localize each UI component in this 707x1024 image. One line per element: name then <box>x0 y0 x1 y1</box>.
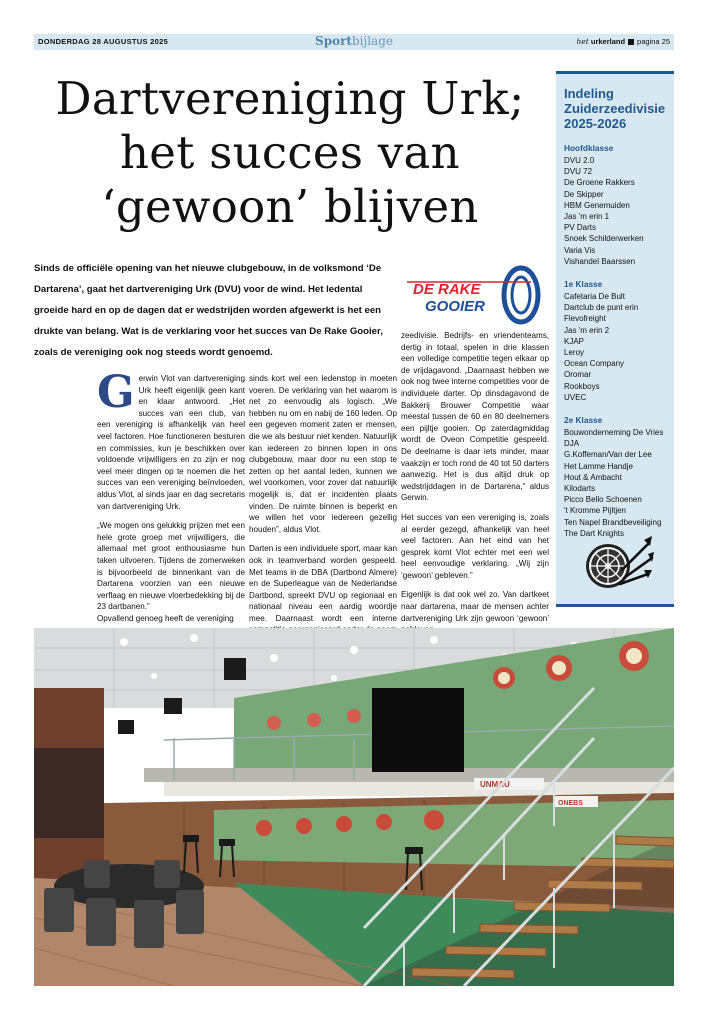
team-item: Varia Vis <box>564 245 596 255</box>
article-intro: Sinds de officiële opening van het nieuwe clubgebouw, in de volksmond ‘De Dartarena’, gaat het dartvereniging Urk (DVU) voor de wind. Het ledental groeide hard en op de dagen dat er wedstrijden worden afgewerkt is het een drukte van belang. Wat is de verklaring voor het succes van De Rake Gooier, zoals de vereniging ook nog steeds wordt genoemd. <box>34 263 383 358</box>
team-item: Het Lamme Handje <box>564 461 633 471</box>
paragraph: Het succes van een vereniging is, zoals al eerder gezegd, afhankelijk van heel veel factoren. Aan het eind van het gesprek komt Vlot echter met een wel heel eenvoudige verklaring. „Wij zijn ‘gewoon’ gebleven.” <box>401 512 549 580</box>
division-heading: 2e Klasse <box>564 415 603 426</box>
drop-cap: G <box>97 367 135 418</box>
team-list <box>564 427 674 539</box>
speaker <box>224 658 246 680</box>
logo-text-line-2: GOOIER <box>425 298 486 315</box>
tv-screen <box>372 688 464 772</box>
paper-name: urkerland <box>590 37 626 46</box>
team-item: PV Darts <box>564 223 597 233</box>
team-item: Ten Napel Brandbeveiliging <box>564 517 662 527</box>
team-item: De Groene Rakkers <box>564 178 635 188</box>
team-item: KJAP <box>564 336 585 346</box>
article-column-1 <box>97 367 245 632</box>
sidebar-title <box>564 86 674 131</box>
paragraph: Opvallend genoeg heeft de vereniging <box>97 613 234 623</box>
team-item: DVU 72 <box>564 167 593 177</box>
paragraph: „We mogen ons gelukkig prijzen met een hele grote groep met vrijwilligers, die allemaal met groot enthousiasme hun taken uitvoeren. Tijdens de zomerweken is bijvoorbeeld de binnenkant van de Dartarena voorzien van een nieuwe verflaag en nieuwe vloerbedekking bij de 23 dartbanen.” <box>97 521 245 612</box>
dartboard-icon <box>582 530 654 600</box>
team-item: Vishandel Baarssen <box>564 256 636 266</box>
paper-prefix: het <box>576 37 589 46</box>
division-2e-klasse <box>564 415 674 539</box>
team-item: HBM Genemuiden <box>564 200 630 210</box>
paragraph: Darten is een individuele sport, maar kan ook in teamverband worden gespeeld. Met teams in de DBA (Dartbond Almere) en de Superleague van de Nederlandse Dartbond, spreekt DVU op regionaal en nationaal niveau een aardig woordje mee. Daarnaast wordt een interne <box>249 544 397 623</box>
section-title-bold: Sport <box>315 34 352 48</box>
division-sidebar <box>556 71 674 607</box>
team-item: Kilodarts <box>564 484 596 494</box>
paragraph: sinds kort wel een ledenstop in moeten voeren. De verklaring van het waarom is net zo eenvoudig als logisch. „We hebben nu om en nabij de 160 leden. Op een gegeven moment zaten er mensen, die we als bestuur niet kenden. Natuurlijk kan iedereen zo binnen lopen in ons clubgebouw, maar door nu een stop te zetten op het aantal leden, kunnen we wel voorkomen, voor zover dat natuurlijk mogelijk is, dat er incidenten plaats vinden. De ruimte binnen is beperkt en we willen het voor iedereen gezellig houden”, aldus Vlot. <box>249 374 397 534</box>
team-item: Flevofreight <box>564 314 606 324</box>
team-item: 't Kromme Pijltjen <box>564 506 626 516</box>
page-number: pagina 25 <box>637 37 670 46</box>
team-item: Bouwonderneming De Vries <box>564 428 664 438</box>
paragraph <box>97 367 245 512</box>
de-rake-gooier-logo <box>403 264 545 326</box>
division-heading: 1e Klasse <box>564 279 603 290</box>
logo-text-line-1: DE RAKE <box>413 281 481 298</box>
team-item: Jas 'm erin 2 <box>564 325 610 335</box>
headline-line-3: ‘gewoon’ blijven <box>101 180 479 233</box>
division-heading: Hoofdklasse <box>564 143 614 153</box>
team-item: Ocean Company <box>564 359 625 369</box>
team-item: Oromar <box>564 370 592 380</box>
team-item: Dartclub de punt erin <box>564 303 639 313</box>
article-headline <box>34 72 546 234</box>
team-item: G.Koffeman/Van der Lee <box>564 450 652 460</box>
team-item: Rookboys <box>564 381 600 391</box>
team-list <box>564 155 674 267</box>
paragraph-text: erwin Vlot van dartvereniging Urk heeft eigenlijk geen kant en klaar antwoord. „Het succes van een club, van een vereniging is afhankelijk van heel veel factoren. Hoe functioneren besturen en commissies, kun je beschikken over voldoende vrijwilligers en zo zijn er nog veel meer dingen op te noemen die het succes van een vereniging beïnvloeden, aldus Vlot, al sinds jaar en dag secretaris van dartvereniging Urk. <box>97 374 245 511</box>
team-list <box>564 291 674 403</box>
team-item: The Dart Knights <box>564 528 625 538</box>
article-column-3 <box>401 330 549 644</box>
wall-banner-text: ONEBS <box>558 800 583 807</box>
team-item: Picco Bello Schoenen <box>564 495 642 505</box>
team-item: DJA <box>564 439 580 449</box>
speaker <box>164 698 182 714</box>
paragraph: Eigenlijk is dat ook wel zo. Van dartkeet naar dartarena, maar de mensen achter dartvereniging Urk zijn gewoon ‘gewoon’ <box>401 590 549 623</box>
sidebar-title-line: 2025-2026 <box>564 116 627 131</box>
headline-line-1: Dartvereniging Urk; <box>55 72 525 125</box>
division-1e-klasse <box>564 279 674 403</box>
sidebar-title-line: Indeling <box>564 86 614 101</box>
wall-banner-text: UNMAU <box>480 780 510 789</box>
article-column-2 <box>249 373 397 656</box>
division-hoofdklasse <box>564 143 674 267</box>
speaker <box>118 720 134 734</box>
team-item: Hout & Ambacht <box>564 472 622 482</box>
headline-line-2: het succes van <box>120 126 460 179</box>
team-item: Snoek Schilderwerken <box>564 234 644 244</box>
paragraph: zeedivisie. Bedrijfs- en vriendenteams, dertig in totaal, spelen in drie klassen een volledige competitie tegen elkaar op de vrijdagavond. „Daarnaast hebben we ook nog twee interne competities voor de individuele darter. Op dinsdagavond de Bakkerij Brouwer Competitie waar meestal tussen de 60 en 80 deelnemers een pijltje gooien. Op zaterdagmiddag wordt de Oveon Competitie gespeeld. De deelname is daar iets minder, maar vaakzijn er toch rond de 40 tot 50 darters aanwezig. Het is dus altijd druk op wedstrijddagen in de Dartarena,” aldus Gerwin. <box>401 331 549 503</box>
section-title <box>315 34 393 48</box>
dartarena-interior-photo <box>34 628 674 986</box>
section-title-rest: bijlage <box>351 34 393 48</box>
team-item: De Skipper <box>564 189 604 199</box>
page-header <box>34 34 674 50</box>
sidebar-title-line: Zuiderzeedivisie <box>564 101 666 116</box>
team-item: Leroy <box>564 348 585 358</box>
masthead-right <box>576 37 670 46</box>
issue-date: DONDERDAG 28 AUGUSTUS 2025 <box>38 37 169 46</box>
team-item: Cafetaria De Bult <box>564 292 625 302</box>
team-item: UVEC <box>564 392 587 402</box>
team-item: Jas 'm erin 1 <box>564 212 610 222</box>
team-item: DVU 2.0 <box>564 156 595 165</box>
separator-square-icon <box>628 39 634 45</box>
